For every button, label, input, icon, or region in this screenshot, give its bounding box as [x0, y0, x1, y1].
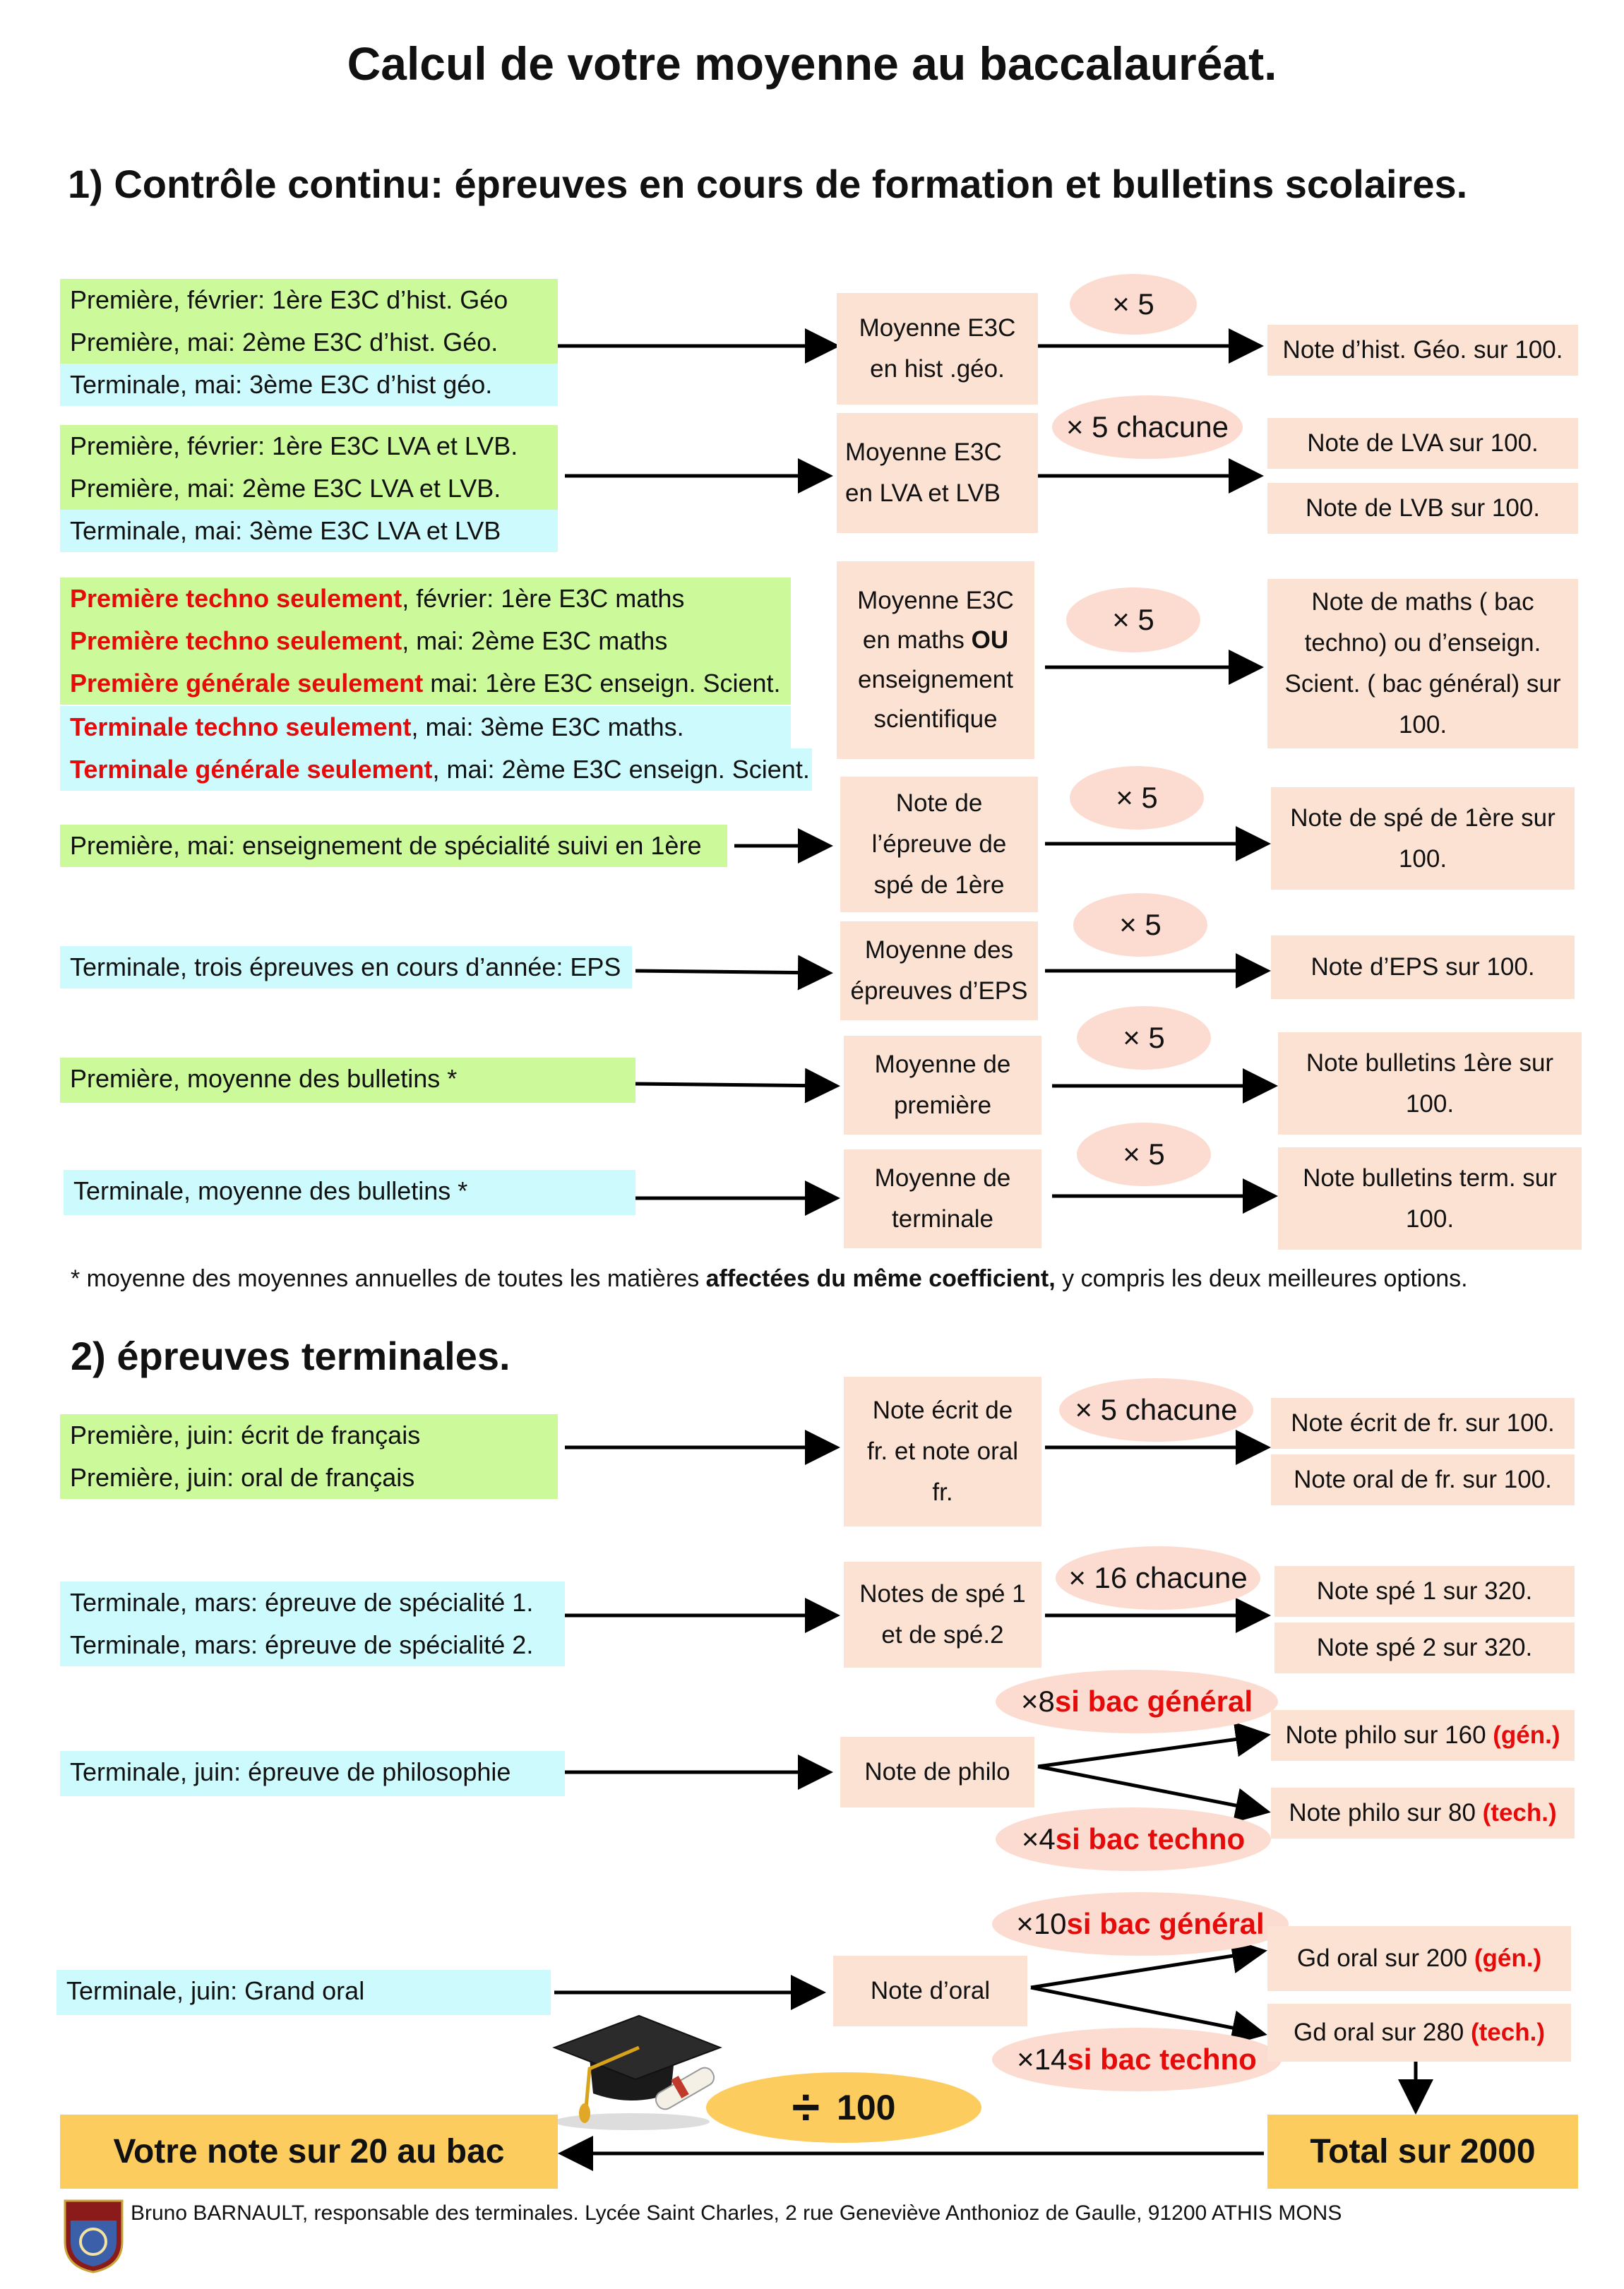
spe1-box — [840, 777, 1038, 912]
oral-line-1: Terminale, juin: Grand oral — [56, 1970, 551, 2015]
maths-line-1 — [60, 578, 791, 620]
maths-result-l2: techno) ou d’enseign. — [1304, 629, 1541, 657]
divide-by-100 — [706, 2072, 981, 2143]
spe1-result — [1271, 787, 1575, 890]
eps-box-l2: épreuves d’EPS — [850, 977, 1028, 1005]
fr-result-2: Note oral de fr. sur 100. — [1271, 1454, 1575, 1505]
eps-box-l1: Moyenne des — [864, 936, 1014, 964]
spe1-box-l2: l’épreuve de — [871, 830, 1007, 858]
spe1-result-l2: 100. — [1398, 844, 1447, 873]
page-title: Calcul de votre moyenne au baccalauréat. — [347, 37, 1277, 90]
oral-result-gen-text — [1267, 1938, 1571, 1979]
footer-text: Bruno BARNAULT, responsable des terminales. Lycée Saint Charles, 2 rue Geneviève Anthonioz de Gaulle, 91200 ATHIS MONS — [131, 2201, 1342, 2225]
maths-result-l3: Scient. ( bac général) sur — [1284, 670, 1561, 698]
arrow-oral-tech — [1031, 1988, 1260, 2033]
philo-mult-tech-num: ×4 — [1021, 1822, 1056, 1855]
maths-line-2-red: Première techno seulement — [70, 626, 402, 655]
philo-result-tech-main: Note philo sur 80 — [1289, 1799, 1483, 1827]
oral-result-tech-main: Gd oral sur 280 — [1294, 2019, 1471, 2046]
oral-multiplier-gen — [992, 1892, 1289, 1956]
lva-result-2: Note de LVB sur 100. — [1267, 483, 1578, 534]
maths-line-2 — [60, 620, 791, 662]
oral-result-tech — [1267, 2004, 1571, 2062]
eps-result: Note d’EPS sur 100. — [1271, 936, 1575, 999]
philo-result-gen-main: Note philo sur 160 — [1285, 1721, 1493, 1749]
philo-line-1: Terminale, juin: épreuve de philosophie — [60, 1751, 565, 1796]
arrow-eps-in — [635, 971, 826, 973]
spe-box-l2: et de spé.2 — [881, 1621, 1004, 1649]
bul2-multiplier: × 5 — [1077, 1123, 1211, 1186]
footnote-b: affectées du même coefficient, — [705, 1265, 1056, 1292]
bul1-line-1: Première, moyenne des bulletins * — [60, 1058, 635, 1103]
hg-line-2: Première, mai: 2ème E3C d’hist. Géo. — [60, 321, 558, 364]
bul2-result-l1: Note bulletins term. sur — [1303, 1164, 1557, 1192]
spe1-result-l1: Note de spé de 1ère sur — [1290, 803, 1556, 832]
maths-box-l2a: en maths — [862, 626, 965, 654]
section1-heading: 1) Contrôle continu: épreuves en cours de formation et bulletins scolaires. — [68, 162, 1468, 206]
spe-result-1: Note spé 1 sur 320. — [1274, 1566, 1575, 1617]
maths-multiplier: × 5 — [1066, 587, 1200, 652]
maths-line-4-rest: , mai: 3ème E3C maths. — [411, 712, 684, 741]
oral-mult-tech-label: si bac techno — [1067, 2043, 1257, 2076]
spe1-multiplier: × 5 — [1070, 766, 1204, 830]
eps-box — [840, 921, 1038, 1020]
lva-line-1: Première, février: 1ère E3C LVA et LVB. — [60, 425, 558, 467]
hg-box-l1: Moyenne E3C — [859, 314, 1016, 342]
oral-result-gen-red: (gén.) — [1474, 1944, 1542, 1972]
maths-box — [837, 561, 1034, 759]
section2-heading: 2) épreuves terminales. — [71, 1334, 511, 1378]
maths-line-2-rest: , mai: 2ème E3C maths — [402, 626, 668, 655]
philo-mult-gen-num: ×8 — [1020, 1685, 1055, 1718]
maths-line-3-rest: mai: 1ère E3C enseign. Scient. — [423, 669, 781, 698]
fr-box-l2: fr. et note oral — [866, 1438, 1019, 1465]
maths-box-l3: enseignement — [858, 666, 1013, 693]
lva-line-3: Terminale, mai: 3ème E3C LVA et LVB — [60, 510, 558, 552]
oral-multiplier-tech — [992, 2028, 1282, 2091]
maths-line-5-rest: , mai: 2ème E3C enseign. Scient. — [432, 755, 810, 784]
spe1-line-1: Première, mai: enseignement de spécialité suivi en 1ère — [60, 825, 727, 867]
oral-mult-gen-label: si bac général — [1066, 1907, 1265, 1940]
divide-icon: ÷ — [792, 2079, 820, 2136]
maths-line-3-red: Première générale seulement — [70, 669, 424, 698]
philo-multiplier-tech — [996, 1807, 1271, 1871]
philo-box — [840, 1737, 1034, 1807]
spe1-box-l1: Note de — [895, 789, 983, 817]
maths-result-l1: Note de maths ( bac — [1311, 588, 1534, 616]
hg-multiplier: × 5 — [1070, 274, 1197, 335]
bul2-box-l2: terminale — [892, 1205, 993, 1233]
spe-multiplier: × 16 chacune — [1056, 1546, 1260, 1610]
footnote-c: y compris les deux meilleures options. — [1055, 1265, 1468, 1292]
fr-line-1: Première, juin: écrit de français — [60, 1414, 558, 1457]
philo-box-l1: Note de philo — [864, 1758, 1010, 1786]
fr-line-2: Première, juin: oral de français — [60, 1457, 558, 1499]
lva-line-2: Première, mai: 2ème E3C LVA et LVB. — [60, 467, 558, 510]
spe-result-2: Note spé 2 sur 320. — [1274, 1622, 1575, 1673]
bul1-box-l1: Moyenne de — [874, 1051, 1011, 1078]
oral-result-gen — [1267, 1926, 1571, 1991]
eps-line-1: Terminale, trois épreuves en cours d’année: EPS — [60, 946, 632, 988]
bul1-result-l1: Note bulletins 1ère sur — [1306, 1048, 1554, 1077]
oral-box — [833, 1956, 1027, 2026]
footnote-a: * moyenne des moyennes annuelles de toutes les matières — [71, 1265, 706, 1292]
spe1-box-l3: spé de 1ère — [873, 871, 1005, 899]
hg-line-3: Terminale, mai: 3ème E3C d’hist géo. — [60, 364, 558, 406]
maths-line-3 — [60, 662, 791, 705]
philo-mult-tech-label: si bac techno — [1055, 1822, 1246, 1855]
hg-result: Note d’hist. Géo. sur 100. — [1267, 325, 1578, 376]
divide-value: 100 — [837, 2088, 896, 2127]
maths-box-l1: Moyenne E3C — [857, 587, 1014, 614]
oral-result-tech-text — [1267, 2012, 1571, 2053]
oral-result-tech-red: (tech.) — [1470, 2019, 1545, 2046]
bul1-result-l2: 100. — [1405, 1089, 1455, 1118]
footnote — [71, 1265, 1468, 1293]
maths-box-l4: scientifique — [873, 705, 998, 733]
philo-result-gen — [1271, 1710, 1575, 1761]
lva-result-1: Note de LVA sur 100. — [1267, 418, 1578, 469]
bul1-box — [844, 1036, 1041, 1135]
bul2-result — [1278, 1147, 1582, 1250]
spe-line-1: Terminale, mars: épreuve de spécialité 1. — [60, 1582, 565, 1624]
arrow-philo-tech — [1038, 1767, 1264, 1811]
maths-box-ou: OU — [971, 626, 1009, 654]
bul1-result — [1278, 1032, 1582, 1135]
arrow-bul1-in — [635, 1084, 833, 1086]
oral-mult-gen-num: ×10 — [1016, 1907, 1067, 1940]
school-crest-icon — [64, 2199, 124, 2273]
lva-box-l1: Moyenne E3C — [845, 438, 1002, 466]
arrow-oral-gen — [1031, 1952, 1260, 1988]
maths-line-4-red: Terminale techno seulement — [70, 712, 412, 741]
fr-box-l1: Note écrit de — [872, 1397, 1013, 1424]
maths-line-5-red: Terminale générale seulement — [70, 755, 433, 784]
maths-line-5 — [60, 748, 812, 791]
philo-result-tech-text — [1271, 1793, 1575, 1834]
maths-box-l2 — [863, 621, 1008, 660]
maths-result — [1267, 579, 1578, 748]
maths-line-1-red: Première techno seulement — [70, 584, 402, 613]
arrow-philo-gen — [1038, 1735, 1264, 1767]
lva-box — [837, 413, 1038, 533]
philo-result-tech-red: (tech.) — [1482, 1799, 1557, 1827]
lva-box-l2: en LVA et LVB — [845, 479, 1001, 507]
oral-mult-tech-num: ×14 — [1017, 2043, 1068, 2076]
bul1-box-l2: première — [893, 1092, 992, 1119]
final-grade-box: Votre note sur 20 au bac — [60, 2115, 558, 2189]
spe-box — [844, 1562, 1041, 1668]
eps-multiplier: × 5 — [1073, 893, 1207, 957]
oral-result-gen-main: Gd oral sur 200 — [1296, 1944, 1474, 1972]
hg-box-l2: en hist .géo. — [870, 355, 1005, 383]
bul1-multiplier: × 5 — [1077, 1006, 1211, 1070]
fr-result-1: Note écrit de fr. sur 100. — [1271, 1398, 1575, 1449]
bul2-box-l1: Moyenne de — [874, 1164, 1011, 1192]
bul2-line-1: Terminale, moyenne des bulletins * — [64, 1170, 635, 1215]
bul2-box — [844, 1149, 1041, 1248]
hg-line-1: Première, février: 1ère E3C d’hist. Géo — [60, 279, 558, 321]
graduation-cap-icon — [547, 2009, 724, 2132]
fr-multiplier: × 5 chacune — [1059, 1378, 1253, 1442]
hg-box — [837, 293, 1038, 405]
maths-line-4 — [60, 706, 791, 748]
philo-multiplier-gen — [996, 1670, 1278, 1733]
philo-mult-gen-label: si bac général — [1054, 1685, 1253, 1718]
total-box: Total sur 2000 — [1267, 2115, 1578, 2189]
bul2-result-l2: 100. — [1405, 1205, 1455, 1233]
philo-result-gen-red: (gén.) — [1493, 1721, 1560, 1749]
maths-result-l4: 100. — [1398, 711, 1447, 739]
spe-box-l1: Notes de spé 1 — [859, 1580, 1026, 1608]
oral-box-l1: Note d’oral — [870, 1977, 991, 2004]
fr-box-l3: fr. — [932, 1478, 953, 1506]
spe-line-2: Terminale, mars: épreuve de spécialité 2. — [60, 1624, 565, 1666]
philo-result-tech — [1271, 1788, 1575, 1839]
philo-result-gen-text — [1271, 1715, 1575, 1756]
maths-line-1-rest: , février: 1ère E3C maths — [402, 584, 685, 613]
fr-box — [844, 1377, 1041, 1526]
lva-multiplier: × 5 chacune — [1052, 395, 1243, 459]
